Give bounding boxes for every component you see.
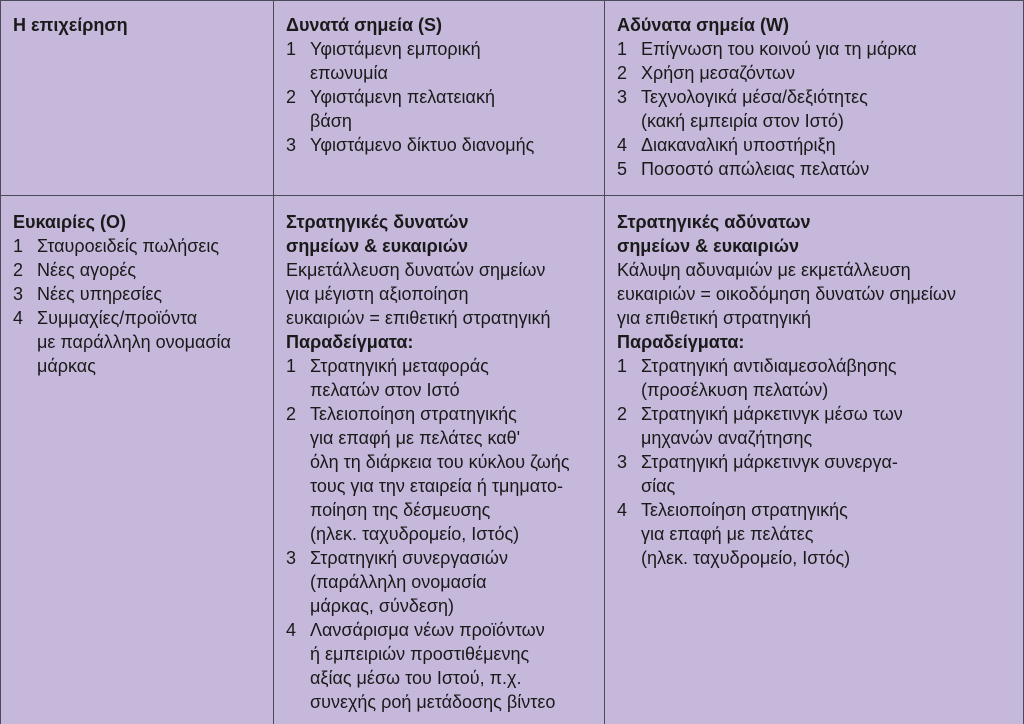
list-item [13, 234, 263, 258]
list-item [286, 85, 594, 133]
examples-label: Παραδείγματα: [286, 332, 414, 352]
cell-title: Δυνατά σημεία (S) [286, 15, 443, 35]
cell-so-strategies [274, 196, 605, 724]
so-examples-list [286, 354, 594, 714]
item-number: 2 [286, 87, 297, 107]
item-text: Τελειοποίηση στρατηγικής για επαφή με πελάτες (ηλεκ. ταχυδρομείο, Ιστός) [641, 500, 851, 568]
item-text: Σταυροειδείς πωλήσεις [37, 236, 220, 256]
strategy-description: Κάλυψη αδυναμιών με εκμετάλλευση ευκαιριών = οικοδόμηση δυνατών σημείων για επιθετική στρατηγική [617, 260, 956, 328]
list-item [617, 450, 1013, 498]
list-item [286, 402, 594, 546]
list-item [286, 618, 594, 714]
item-text: Υφιστάμενο δίκτυο διανομής [310, 135, 535, 155]
list-item [13, 258, 263, 282]
item-number: 4 [617, 135, 628, 155]
item-number: 1 [617, 39, 628, 59]
item-text: Τελειοποίηση στρατηγικής για επαφή με πελάτες καθ' όλη τη διάρκεια του κύκλου ζωής τους για την εταιρεία ή τμηματο- ποίηση της δέσμευσης (ηλεκ. ταχυδρομείο, Ιστός) [310, 404, 570, 544]
opportunities-list [13, 234, 263, 378]
item-text: Υφιστάμενη πελατειακή βάση [310, 87, 495, 131]
item-text: Στρατηγική μεταφοράς πελατών στον Ιστό [310, 356, 489, 400]
wo-examples-list [617, 354, 1013, 570]
item-number: 3 [286, 135, 297, 155]
cell-opportunities [0, 196, 274, 724]
item-text: Συμμαχίες/προϊόντα με παράλληλη ονομασία μάρκας [37, 308, 231, 376]
cell-title: Ευκαιρίες (O) [13, 212, 127, 232]
list-item [13, 306, 263, 378]
cell-strengths [274, 0, 605, 196]
item-number: 1 [286, 39, 297, 59]
item-text: Επίγνωση του κοινού για τη μάρκα [641, 39, 917, 59]
item-number: 2 [13, 260, 24, 280]
cell-company [0, 0, 274, 196]
item-text: Νέες αγορές [37, 260, 137, 280]
weaknesses-list [617, 37, 1013, 181]
cell-title: Η επιχείρηση [13, 15, 128, 35]
item-number: 2 [617, 63, 628, 83]
item-text: Στρατηγική συνεργασιών (παράλληλη ονομασία μάρκας, σύνδεση) [310, 548, 508, 616]
list-item [617, 402, 1013, 450]
item-text: Ποσοστό απώλειας πελατών [641, 159, 870, 179]
list-item [617, 354, 1013, 402]
list-item [286, 37, 594, 85]
item-text: Νέες υπηρεσίες [37, 284, 163, 304]
item-text: Στρατηγική μάρκετινγκ συνεργα- σίας [641, 452, 898, 496]
item-number: 3 [617, 452, 628, 472]
list-item [617, 61, 1013, 85]
cell-title: Στρατηγικές αδύνατων σημείων & ευκαιριών [617, 212, 811, 256]
item-number: 1 [13, 236, 24, 256]
item-number: 1 [286, 356, 297, 376]
list-item [286, 133, 594, 157]
item-number: 3 [617, 87, 628, 107]
item-number: 4 [617, 500, 628, 520]
list-item [286, 354, 594, 402]
list-item [617, 157, 1013, 181]
item-number: 3 [13, 284, 24, 304]
item-number: 3 [286, 548, 297, 568]
item-text: Λανσάρισμα νέων προϊόντων ή εμπειριών προστιθέμενης αξίας μέσω του Ιστού, π.χ. συνεχής ροή μετάδοσης βίντεο [310, 620, 556, 712]
item-number: 1 [617, 356, 628, 376]
list-item [617, 85, 1013, 133]
cell-weaknesses [605, 0, 1024, 196]
cell-title: Αδύνατα σημεία (W) [617, 15, 789, 35]
item-number: 4 [13, 308, 24, 328]
item-text: Διακαναλική υποστήριξη [641, 135, 836, 155]
item-number: 5 [617, 159, 628, 179]
examples-label: Παραδείγματα: [617, 332, 745, 352]
strengths-list [286, 37, 594, 157]
item-text: Στρατηγική μάρκετινγκ μέσω των μηχανών αναζήτησης [641, 404, 903, 448]
item-number: 2 [286, 404, 297, 424]
strategy-description: Εκμετάλλευση δυνατών σημείων για μέγιστη αξιοποίηση ευκαιριών = επιθετική στρατηγική [286, 260, 551, 328]
list-item [617, 498, 1013, 570]
item-text: Τεχνολογικά μέσα/δεξιότητες (κακή εμπειρία στον Ιστό) [641, 87, 868, 131]
list-item [13, 282, 263, 306]
cell-wo-strategies [605, 196, 1024, 724]
item-number: 4 [286, 620, 297, 640]
item-text: Στρατηγική αντιδιαμεσολάβησης (προσέλκυση πελατών) [641, 356, 897, 400]
list-item [617, 37, 1013, 61]
list-item [286, 546, 594, 618]
item-text: Υφιστάμενη εμπορική επωνυμία [310, 39, 481, 83]
list-item [617, 133, 1013, 157]
item-text: Χρήση μεσαζόντων [641, 63, 795, 83]
item-number: 2 [617, 404, 628, 424]
cell-title: Στρατηγικές δυνατών σημείων & ευκαιριών [286, 212, 469, 256]
